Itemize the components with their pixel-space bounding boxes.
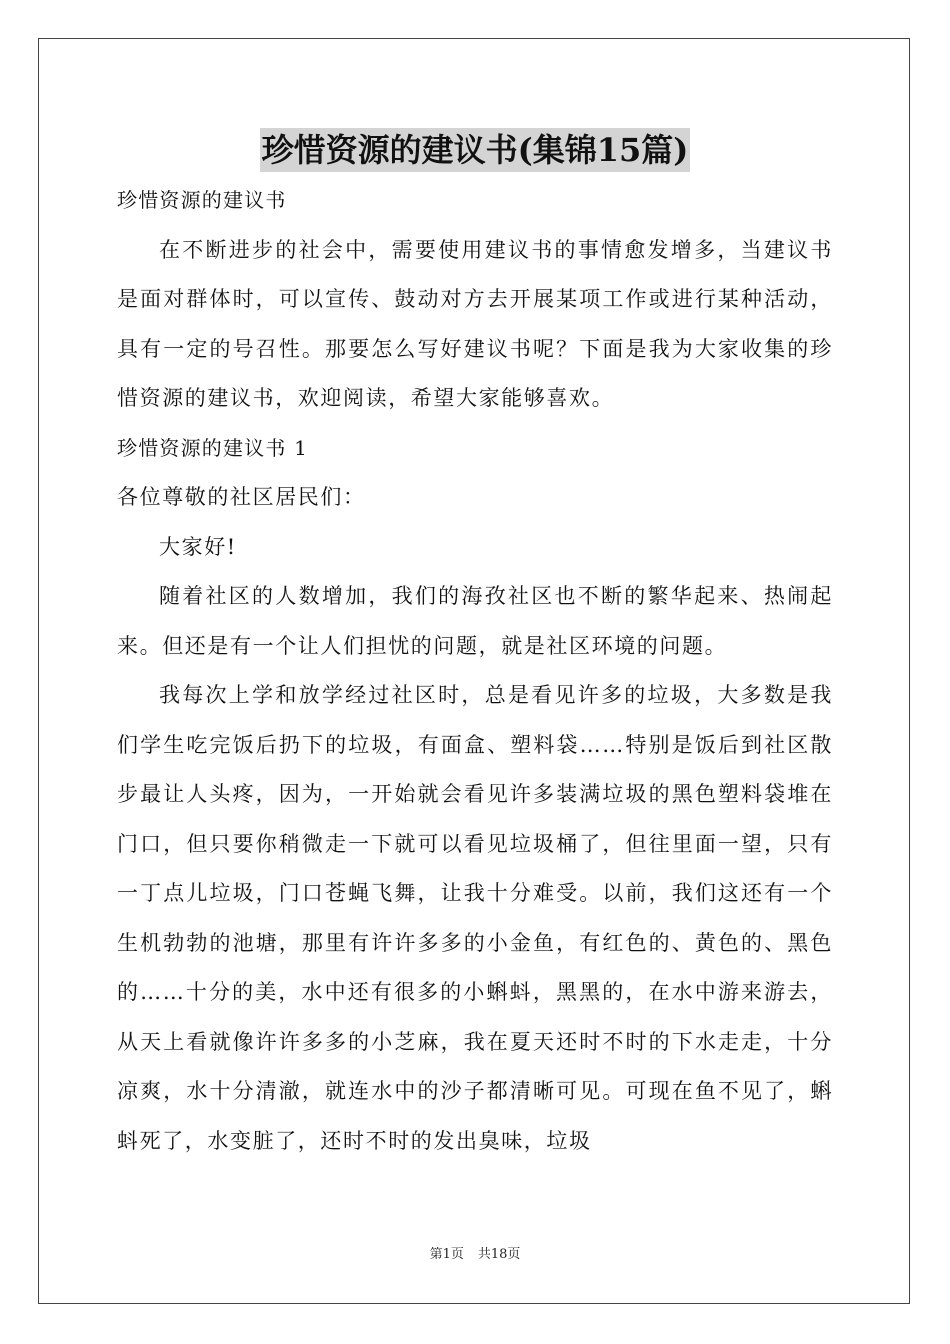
intro-heading: 珍惜资源的建议书: [117, 188, 287, 212]
page-total: 共18页: [477, 1247, 521, 1262]
section-heading: 珍惜资源的建议书 1: [117, 435, 309, 460]
page-number: 第1页: [429, 1247, 464, 1262]
document-title: 珍惜资源的建议书(集锦15篇): [260, 128, 691, 172]
body-paragraph: 我每次上学和放学经过社区时，总是看见许多的垃圾，大多数是我们学生吃完饭后扔下的垃圾，有面盒、塑料袋……特别是饭后到社区散步最让人头疼，因为，一开始就会看见许多装满垃圾的黑色塑料袋堆在门口，但只要你稍微走一下就可以看见垃圾桶了，但往里面一望，只有一丁点儿垃圾，门口苍蝇飞舞，让我十分难受。以前，我们这还有一个生机勃勃的池塘，那里有许许多多的小金鱼，有红色的、黄色的、黑色的……十分的美，水中还有很多的小蝌蚪，黑黑的，在水中游来游去，从天上看就像许许多多的小芝麻，我在夏天还时不时的下水走走，十分凉爽，水十分清澈，就连水中的沙子都清晰可见。可现在鱼不见了，蝌蚪死了，水变脏了，还时不时的发出臭味，垃圾: [117, 683, 833, 1153]
salutation: 各位尊敬的社区居民们：: [117, 485, 366, 509]
body-paragraph: 随着社区的人数增加，我们的海孜社区也不断的繁华起来、热闹起来。但还是有一个让人们担忧的问题，就是社区环境的问题。: [117, 584, 833, 658]
document-body: [117, 176, 833, 1166]
intro-paragraph: 在不断进步的社会中，需要使用建议书的事情愈发增多，当建议书是面对群体时，可以宣传、鼓动对方去开展某项工作或进行某种活动，具有一定的号召性。那要怎么写好建议书呢？下面是我为大家收集的珍惜资源的建议书，欢迎阅读，希望大家能够喜欢。: [117, 237, 833, 410]
page-footer: [0, 1245, 950, 1265]
greeting: 大家好!: [159, 534, 237, 559]
title-container: [0, 128, 950, 172]
